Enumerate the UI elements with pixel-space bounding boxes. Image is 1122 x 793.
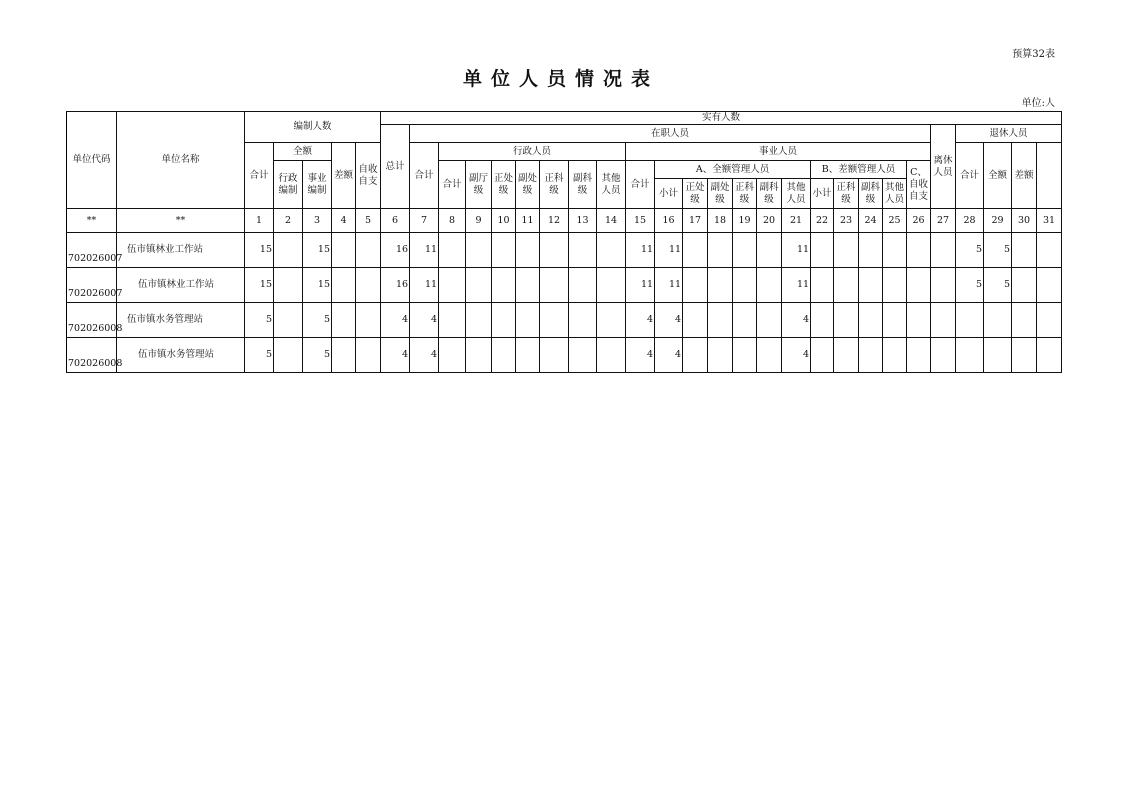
value-cell: 4 xyxy=(655,338,683,373)
header-deputy-division: 副处 级 xyxy=(516,161,540,209)
value-cell xyxy=(883,233,907,268)
index-cell: ** xyxy=(117,209,245,233)
value-cell: 5 xyxy=(956,233,984,268)
value-cell xyxy=(956,338,984,373)
value-cell xyxy=(1037,303,1062,338)
header-section-chief: 正科 级 xyxy=(540,161,569,209)
value-cell xyxy=(274,338,303,373)
value-cell xyxy=(274,268,303,303)
header-b-other: 其他 人员 xyxy=(883,179,907,209)
value-cell xyxy=(274,233,303,268)
value-cell: 5 xyxy=(303,303,332,338)
value-cell: 15 xyxy=(245,233,274,268)
value-cell xyxy=(1037,268,1062,303)
value-cell xyxy=(733,268,757,303)
header-retired-group: 退休人员 xyxy=(956,125,1062,143)
unit-name-cell: 伍市镇林业工作站 xyxy=(117,268,245,303)
index-cell: 1 xyxy=(245,209,274,233)
index-cell: 6 xyxy=(381,209,410,233)
value-cell xyxy=(956,303,984,338)
header-deputy-section: 副科 级 xyxy=(569,161,597,209)
table-row xyxy=(67,338,1062,373)
value-cell xyxy=(834,268,859,303)
value-cell xyxy=(683,338,708,373)
value-cell xyxy=(492,338,516,373)
value-cell xyxy=(859,303,883,338)
value-cell: 11 xyxy=(410,233,439,268)
value-cell xyxy=(356,303,381,338)
value-cell xyxy=(597,233,626,268)
value-cell xyxy=(1012,268,1037,303)
value-cell: 5 xyxy=(245,338,274,373)
table-row xyxy=(67,268,1062,303)
index-cell: 22 xyxy=(811,209,834,233)
index-row xyxy=(67,209,1062,233)
header-diff-funding: 差额 xyxy=(332,143,356,209)
value-cell xyxy=(907,303,931,338)
value-cell xyxy=(466,303,492,338)
index-cell: 29 xyxy=(984,209,1012,233)
value-cell xyxy=(984,338,1012,373)
value-cell xyxy=(1012,338,1037,373)
index-cell: 23 xyxy=(834,209,859,233)
value-cell xyxy=(683,268,708,303)
index-cell: 24 xyxy=(859,209,883,233)
value-cell: 11 xyxy=(655,233,683,268)
value-cell xyxy=(859,338,883,373)
value-cell xyxy=(439,233,466,268)
value-cell xyxy=(356,338,381,373)
index-row-group xyxy=(67,209,1062,233)
header-deputy-bureau: 副厅 级 xyxy=(466,161,492,209)
header-group-a: A、全额管理人员 xyxy=(655,161,811,179)
header-a-deputy-section: 副科 级 xyxy=(757,179,782,209)
header-inst-total: 合计 xyxy=(626,161,655,209)
value-cell: 4 xyxy=(626,338,655,373)
header-institution-staffing: 事业 编制 xyxy=(303,161,332,209)
header-b-subtotal: 小计 xyxy=(811,179,834,209)
header-a-division-chief: 正处 级 xyxy=(683,179,708,209)
value-cell: 5 xyxy=(956,268,984,303)
unit-code-cell: 702026007 xyxy=(67,268,117,303)
header-self-funding: 自收 自支 xyxy=(356,143,381,209)
index-cell: 14 xyxy=(597,209,626,233)
value-cell: 4 xyxy=(782,303,811,338)
index-cell: 25 xyxy=(883,209,907,233)
value-cell xyxy=(708,303,733,338)
value-cell xyxy=(907,268,931,303)
header-division-chief: 正处 级 xyxy=(492,161,516,209)
value-cell xyxy=(492,233,516,268)
value-cell xyxy=(569,338,597,373)
index-cell: 16 xyxy=(655,209,683,233)
header-a-subtotal: 小计 xyxy=(655,179,683,209)
value-cell xyxy=(540,268,569,303)
header-ret-full: 全额 xyxy=(984,143,1012,209)
form-number: 预算32表 xyxy=(1012,49,1055,60)
value-cell xyxy=(733,233,757,268)
value-cell: 16 xyxy=(381,233,410,268)
value-cell xyxy=(883,338,907,373)
value-cell xyxy=(883,303,907,338)
value-cell xyxy=(757,233,782,268)
value-cell xyxy=(757,338,782,373)
value-cell xyxy=(540,338,569,373)
value-cell: 15 xyxy=(245,268,274,303)
value-cell xyxy=(274,303,303,338)
value-cell xyxy=(597,303,626,338)
header-on-duty: 在职人员 xyxy=(410,125,931,143)
value-cell xyxy=(356,268,381,303)
header-staffing: 编制人数 xyxy=(245,112,381,143)
value-cell: 4 xyxy=(381,338,410,373)
index-cell: 11 xyxy=(516,209,540,233)
value-cell xyxy=(931,303,956,338)
header-total-on-duty: 合计 xyxy=(410,143,439,209)
index-cell: ** xyxy=(67,209,117,233)
value-cell xyxy=(492,303,516,338)
value-cell xyxy=(931,233,956,268)
value-cell xyxy=(907,338,931,373)
index-cell: 9 xyxy=(466,209,492,233)
value-cell xyxy=(356,233,381,268)
index-cell: 7 xyxy=(410,209,439,233)
header-unit-name: 单位名称 xyxy=(117,112,245,209)
value-cell xyxy=(859,233,883,268)
value-cell xyxy=(733,338,757,373)
value-cell: 4 xyxy=(782,338,811,373)
index-cell: 17 xyxy=(683,209,708,233)
value-cell xyxy=(834,303,859,338)
value-cell xyxy=(733,303,757,338)
value-cell: 4 xyxy=(410,338,439,373)
value-cell xyxy=(516,268,540,303)
header-b-deputy-section: 副科 级 xyxy=(859,179,883,209)
header-actual: 实有人数 xyxy=(381,112,1062,125)
value-cell xyxy=(811,268,834,303)
index-cell: 18 xyxy=(708,209,733,233)
header-retired-cadres: 离休 人员 xyxy=(931,125,956,209)
header-group-b: B、差额管理人员 xyxy=(811,161,907,179)
value-cell: 11 xyxy=(782,268,811,303)
unit-code-cell: 702026007 xyxy=(67,233,117,268)
index-cell: 30 xyxy=(1012,209,1037,233)
value-cell: 4 xyxy=(655,303,683,338)
value-cell xyxy=(332,303,356,338)
value-cell xyxy=(540,303,569,338)
unit-name-cell: 伍市镇林业工作站 xyxy=(117,233,245,268)
value-cell xyxy=(1012,303,1037,338)
value-cell xyxy=(859,268,883,303)
value-cell xyxy=(516,233,540,268)
header-b-section-chief: 正科 级 xyxy=(834,179,859,209)
unit-name-cell: 伍市镇水务管理站 xyxy=(117,338,245,373)
value-cell xyxy=(569,303,597,338)
unit-label: 单位:人 xyxy=(1021,98,1055,109)
value-cell xyxy=(683,233,708,268)
value-cell xyxy=(1012,233,1037,268)
index-cell: 19 xyxy=(733,209,757,233)
value-cell xyxy=(834,338,859,373)
value-cell xyxy=(683,303,708,338)
value-cell xyxy=(569,233,597,268)
table-row xyxy=(67,303,1062,338)
value-cell xyxy=(931,268,956,303)
header-group-c: C、 自收 自支 xyxy=(907,161,931,209)
index-cell: 12 xyxy=(540,209,569,233)
index-cell: 15 xyxy=(626,209,655,233)
value-cell xyxy=(1037,338,1062,373)
value-cell: 4 xyxy=(381,303,410,338)
value-cell: 5 xyxy=(245,303,274,338)
value-cell xyxy=(708,268,733,303)
value-cell: 5 xyxy=(984,268,1012,303)
value-cell: 11 xyxy=(655,268,683,303)
header-a-section-chief: 正科 级 xyxy=(733,179,757,209)
header-admin-staff: 行政人员 xyxy=(439,143,626,161)
index-cell: 20 xyxy=(757,209,782,233)
index-cell: 10 xyxy=(492,209,516,233)
header-full-funding: 全额 xyxy=(274,143,332,161)
value-cell xyxy=(516,303,540,338)
data-rows xyxy=(67,233,1062,373)
value-cell xyxy=(569,268,597,303)
index-cell: 27 xyxy=(931,209,956,233)
value-cell xyxy=(597,338,626,373)
value-cell xyxy=(708,338,733,373)
value-cell xyxy=(811,338,834,373)
header-institution-staff: 事业人员 xyxy=(626,143,931,161)
value-cell: 5 xyxy=(303,338,332,373)
index-cell: 13 xyxy=(569,209,597,233)
value-cell: 11 xyxy=(626,233,655,268)
header-a-deputy-division: 副处 级 xyxy=(708,179,733,209)
value-cell xyxy=(708,233,733,268)
header-grand-total: 总计 xyxy=(381,125,410,209)
index-cell: 26 xyxy=(907,209,931,233)
value-cell xyxy=(439,338,466,373)
value-cell: 15 xyxy=(303,268,332,303)
table-row xyxy=(67,233,1062,268)
index-cell: 31 xyxy=(1037,209,1062,233)
value-cell xyxy=(597,268,626,303)
value-cell: 16 xyxy=(381,268,410,303)
value-cell: 11 xyxy=(782,233,811,268)
value-cell: 11 xyxy=(410,268,439,303)
personnel-table xyxy=(66,111,1062,373)
index-cell: 2 xyxy=(274,209,303,233)
value-cell xyxy=(332,268,356,303)
header-admin-staffing: 行政 编制 xyxy=(274,161,303,209)
value-cell xyxy=(811,233,834,268)
unit-code-cell: 702026008 xyxy=(67,303,117,338)
value-cell: 15 xyxy=(303,233,332,268)
index-cell: 21 xyxy=(782,209,811,233)
value-cell xyxy=(834,233,859,268)
index-cell: 8 xyxy=(439,209,466,233)
index-cell: 28 xyxy=(956,209,984,233)
value-cell xyxy=(332,338,356,373)
value-cell xyxy=(439,303,466,338)
header-ret-diff: 差额 xyxy=(1012,143,1037,209)
header-a-other: 其他 人员 xyxy=(782,179,811,209)
value-cell xyxy=(1037,233,1062,268)
value-cell xyxy=(492,268,516,303)
header-staffing-total: 合计 xyxy=(245,143,274,209)
value-cell xyxy=(811,303,834,338)
value-cell xyxy=(984,303,1012,338)
value-cell xyxy=(931,338,956,373)
header-ret-total: 合计 xyxy=(956,143,984,209)
index-cell: 4 xyxy=(332,209,356,233)
value-cell xyxy=(540,233,569,268)
unit-name-cell: 伍市镇水务管理站 xyxy=(117,303,245,338)
value-cell xyxy=(466,233,492,268)
value-cell: 4 xyxy=(626,303,655,338)
value-cell xyxy=(439,268,466,303)
value-cell xyxy=(466,268,492,303)
value-cell xyxy=(883,268,907,303)
value-cell xyxy=(757,268,782,303)
header-admin-other: 其他 人员 xyxy=(597,161,626,209)
value-cell xyxy=(757,303,782,338)
value-cell: 5 xyxy=(984,233,1012,268)
index-cell: 5 xyxy=(356,209,381,233)
value-cell: 11 xyxy=(626,268,655,303)
header-unit-code: 单位代码 xyxy=(67,112,117,209)
value-cell xyxy=(907,233,931,268)
unit-code-cell: 702026008 xyxy=(67,338,117,373)
index-cell: 3 xyxy=(303,209,332,233)
header-admin-total: 合计 xyxy=(439,161,466,209)
value-cell xyxy=(332,233,356,268)
value-cell xyxy=(516,338,540,373)
value-cell xyxy=(466,338,492,373)
page-title: 单位人员情况表 xyxy=(462,68,659,90)
value-cell: 4 xyxy=(410,303,439,338)
